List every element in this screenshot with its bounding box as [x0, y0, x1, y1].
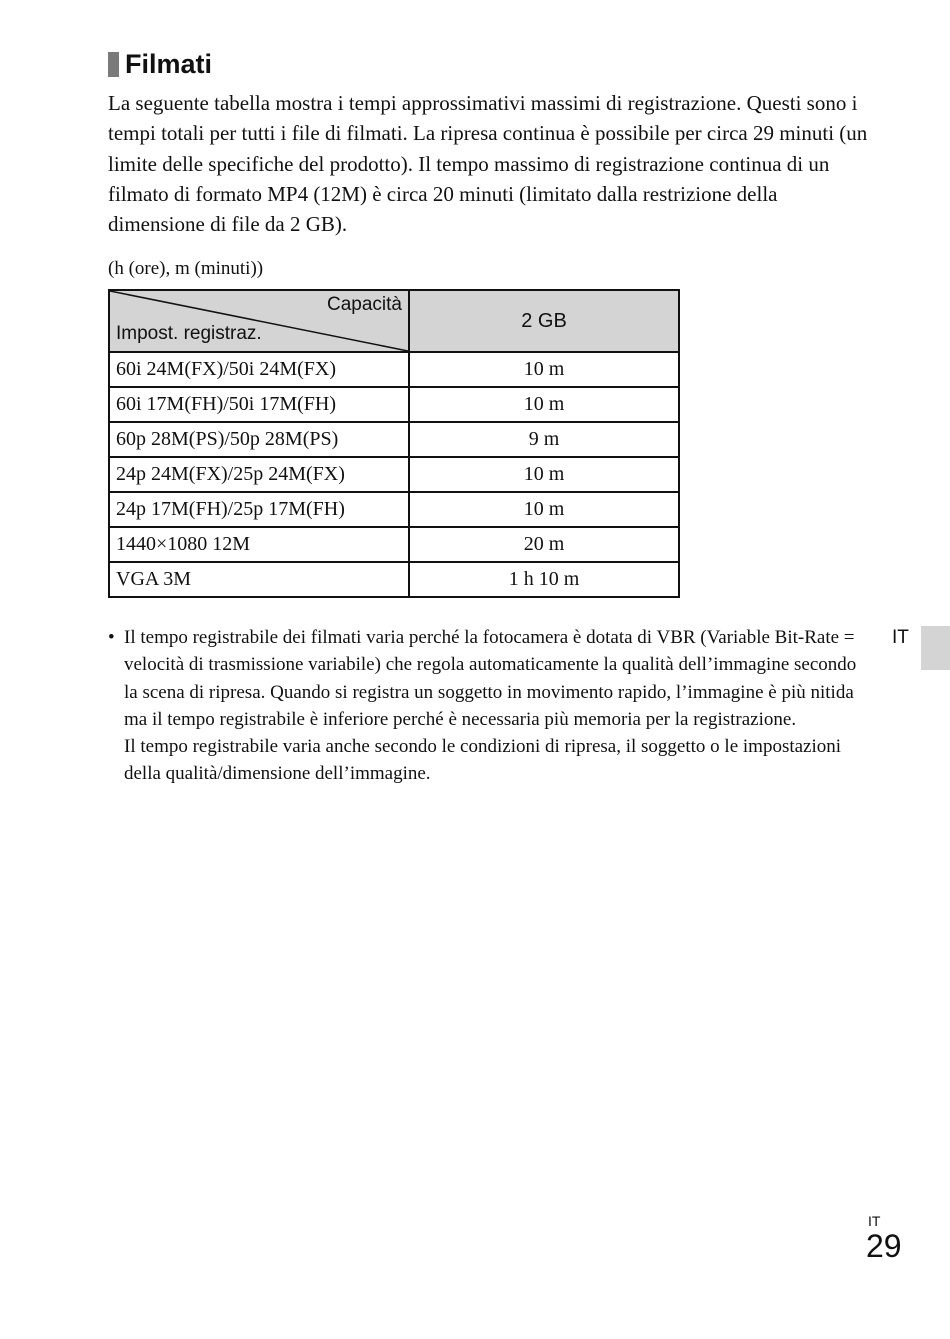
- table-header-row: [109, 290, 679, 352]
- setting-cell: 1440×1080 12M: [109, 527, 409, 562]
- page-number: 29: [866, 1228, 902, 1264]
- note-text: [124, 624, 868, 788]
- table-row: [109, 457, 679, 492]
- setting-cell: VGA 3M: [109, 562, 409, 597]
- bullet-marker: •: [108, 627, 115, 648]
- setting-cell: 60p 28M(PS)/50p 28M(PS): [109, 422, 409, 457]
- side-tab: [921, 626, 950, 670]
- section-title: Filmati: [125, 49, 213, 79]
- setting-cell: 24p 24M(FX)/25p 24M(FX): [109, 457, 409, 492]
- intro-paragraph: La seguente tabella mostra i tempi approssimativi massimi di registrazione. Questi sono i tempi totali per tutti i file di filmati. La ripresa continua è possibile per circa 29 minuti (un limite delle specifiche del prodotto). Il tempo massimo di registrazione continua di un filmato di formato MP4 (12M) è circa 20 minuti (limitato dalla restrizione della dimensione di file da 2 GB).: [108, 91, 868, 237]
- table-row: [109, 492, 679, 527]
- recording-time-table: [108, 289, 680, 598]
- note-paragraph-conditions: Il tempo registrabile varia anche secondo le condizioni di ripresa, il soggetto o le impostazioni della qualità/dimensione dell’immagine.: [124, 736, 842, 785]
- capacity-value-header: 2 GB: [409, 290, 679, 352]
- capacity-header-label: Capacità: [327, 294, 402, 315]
- time-cell: 20 m: [409, 527, 679, 562]
- note-paragraph-vbr: Il tempo registrabile dei filmati varia perché la fotocamera è dotata di VBR (Variable Bit-Rate = velocità di trasmissione variabile) che regola automaticamente la qualità dell’immagine secondo la scena di ripresa. Quando si registra un soggetto in movimento rapido, l’immagine è più nitida ma il tempo registrabile è inferiore perché è necessaria più memoria per la registrazione.: [124, 627, 857, 730]
- table-row: [109, 422, 679, 457]
- units-note: (h (ore), m (minuti)): [108, 258, 264, 279]
- setting-cell: 60i 17M(FH)/50i 17M(FH): [109, 387, 409, 422]
- section-heading: [108, 46, 212, 82]
- heading-marker: [108, 52, 119, 77]
- time-cell: 10 m: [409, 352, 679, 387]
- table-row: [109, 527, 679, 562]
- time-cell: 10 m: [409, 492, 679, 527]
- table-row: [109, 387, 679, 422]
- table-row: [109, 562, 679, 597]
- bullet-note: [108, 624, 868, 788]
- setting-cell: 24p 17M(FH)/25p 17M(FH): [109, 492, 409, 527]
- time-cell: 1 h 10 m: [409, 562, 679, 597]
- time-cell: 9 m: [409, 422, 679, 457]
- side-tab-label: IT: [892, 627, 909, 648]
- time-cell: 10 m: [409, 457, 679, 492]
- time-cell: 10 m: [409, 387, 679, 422]
- table-row: [109, 352, 679, 387]
- settings-header-label: Impost. registraz.: [116, 323, 262, 344]
- diagonal-header-cell: [109, 290, 409, 352]
- setting-cell: 60i 24M(FX)/50i 24M(FX): [109, 352, 409, 387]
- footer-language: IT: [868, 1213, 881, 1229]
